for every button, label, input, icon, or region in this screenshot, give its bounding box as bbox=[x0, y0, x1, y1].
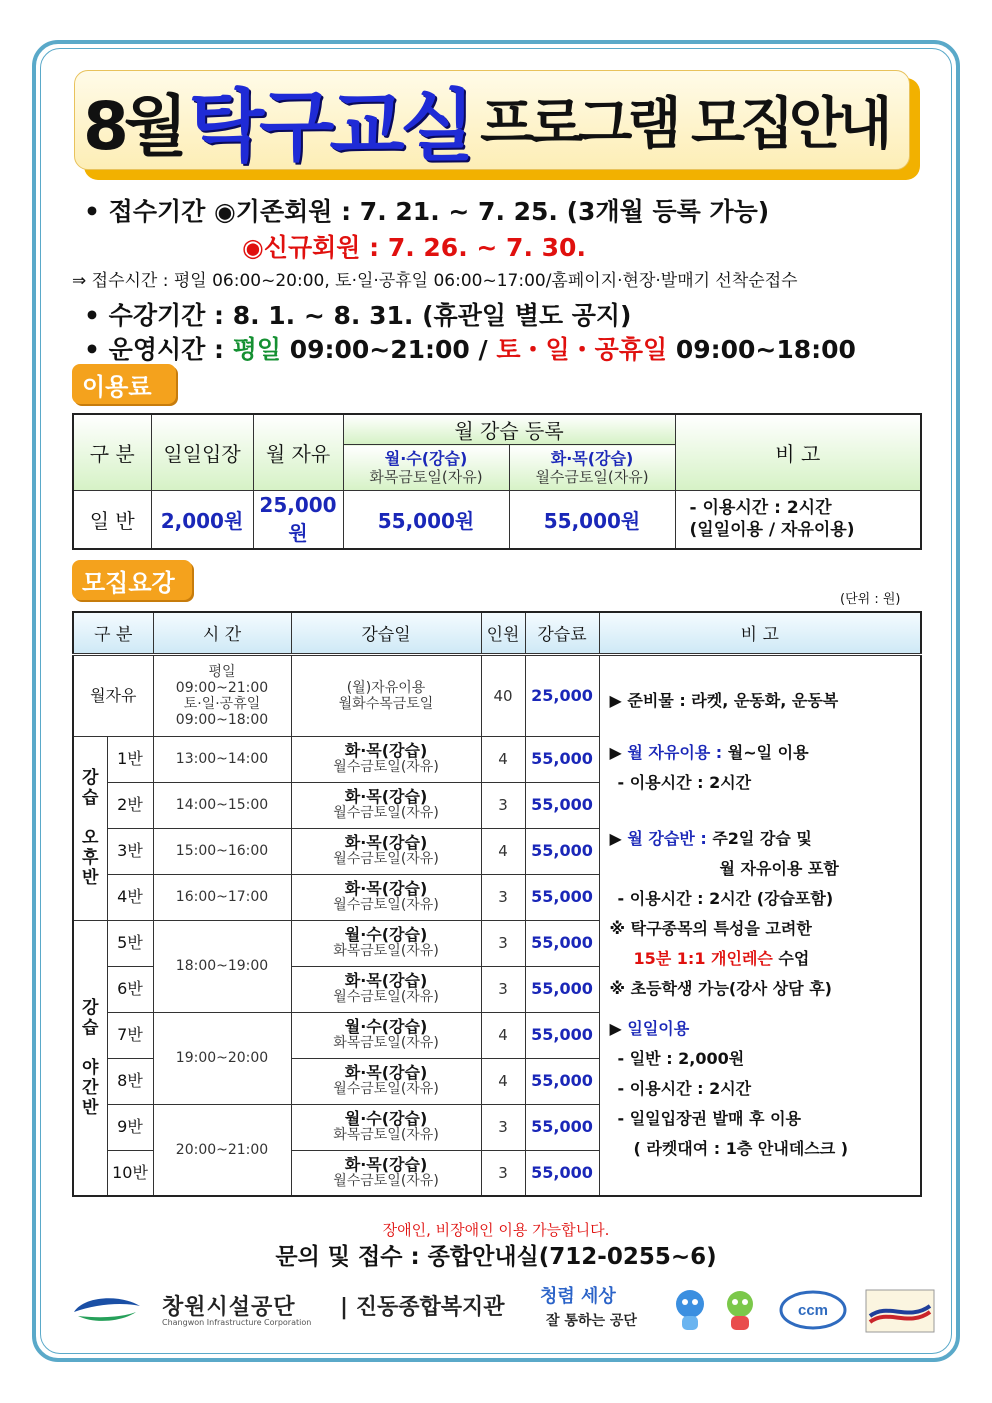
op-weekend-time: 09:00~18:00 bbox=[667, 335, 856, 364]
remark-10 bbox=[610, 1014, 921, 1044]
rec-header-time: 시 간 bbox=[153, 612, 291, 654]
reception-period: • 접수기간 ◉기존회원 : 7. 21. ~ 7. 25. (3개월 등록 가능) bbox=[84, 197, 770, 226]
op-weekday-time: 09:00~21:00 / bbox=[281, 335, 497, 364]
remark-4-key: 월 강습반 : bbox=[627, 829, 707, 849]
class-name: 2반 bbox=[107, 782, 153, 828]
fee-header-monthly-free: 월 자유 bbox=[253, 414, 343, 491]
fee-header-mw bbox=[343, 445, 509, 491]
reception-time: ⇒ 접수시간 : 평일 06:00~20:00, 토·일·공휴일 06:00~17:00/홈페이지·현장·발매기 선착순접수 bbox=[72, 271, 798, 291]
title-rest: 프로그램 모집안내 bbox=[480, 92, 888, 157]
recruit-remarks bbox=[599, 654, 921, 1196]
free-row-time bbox=[153, 654, 291, 736]
org-name-english: Changwon Infrastructure Corporation bbox=[162, 1318, 312, 1327]
fee-header-mw-free: 화목금토일(자유) bbox=[369, 467, 483, 486]
class-name: 6반 bbox=[107, 966, 153, 1012]
class-day-free: 월수금토일(자유) bbox=[333, 989, 439, 1005]
class-time: 16:00~17:00 bbox=[153, 874, 291, 920]
class-day bbox=[291, 736, 481, 782]
remark-4 bbox=[610, 824, 921, 854]
fee-header-lesson: 월 강습 등록 bbox=[343, 414, 675, 445]
recruit-table bbox=[72, 611, 922, 1197]
new-member-period: ◉신규회원 : 7. 26. ~ 7. 30. bbox=[242, 233, 586, 262]
remark-8 bbox=[610, 944, 921, 974]
op-weekend: 토・일・공휴일 bbox=[496, 335, 668, 364]
remark-2-key: 월 자유이용 : bbox=[627, 743, 723, 763]
class-people: 4 bbox=[481, 736, 525, 782]
class-day-free: 월수금토일(자유) bbox=[333, 897, 439, 913]
class-day bbox=[291, 1150, 481, 1196]
accessibility-notice: 장애인, 비장애인 이용 가능합니다. bbox=[382, 1221, 610, 1239]
fee-header-tt-free: 월수금토일(자유) bbox=[535, 467, 649, 486]
class-time: 15:00~16:00 bbox=[153, 828, 291, 874]
class-name: 8반 bbox=[107, 1058, 153, 1104]
class-fee: 55,000 bbox=[525, 1150, 599, 1196]
fee-category: 일 반 bbox=[73, 491, 151, 549]
class-day-lesson: 화·목(강습) bbox=[344, 879, 428, 898]
fee-mw: 55,000원 bbox=[343, 491, 509, 549]
fee-section-tab: 이용료 bbox=[72, 364, 176, 404]
ccm-certification-icon bbox=[778, 1288, 848, 1332]
remark-8-key: 15분 1:1 개인레슨 bbox=[633, 949, 773, 969]
operating-hours bbox=[84, 330, 856, 366]
op-weekday: 평일 bbox=[232, 335, 282, 364]
org-name-jindong: | 진동종합복지관 bbox=[340, 1295, 505, 1320]
rec-header-remark: 비 고 bbox=[599, 612, 921, 654]
class-day-free: 월수금토일(자유) bbox=[333, 759, 439, 775]
free-day-line2: 월화수목금토일 bbox=[338, 695, 434, 712]
class-people: 3 bbox=[481, 1104, 525, 1150]
fee-header-tt-lesson: 화·목(강습) bbox=[550, 448, 634, 468]
fee-tt: 55,000원 bbox=[509, 491, 675, 549]
remark-10-key: 일일이용 bbox=[627, 1019, 690, 1039]
remark-2 bbox=[610, 738, 921, 768]
free-row-day bbox=[291, 654, 481, 736]
free-row-people: 40 bbox=[481, 654, 525, 736]
class-day-lesson: 월·수(강습) bbox=[344, 1109, 428, 1128]
group-afternoon: 강 습 오 후 반 bbox=[73, 736, 107, 920]
title-month: 8월 bbox=[83, 87, 183, 165]
class-people: 4 bbox=[481, 828, 525, 874]
class-day bbox=[291, 1058, 481, 1104]
class-day-free: 화목금토일(자유) bbox=[333, 1127, 439, 1143]
integrity-brand-sub: 잘 통하는 공단 bbox=[546, 1313, 637, 1329]
class-day bbox=[291, 1012, 481, 1058]
class-fee: 55,000 bbox=[525, 736, 599, 782]
rec-header-day: 강습일 bbox=[291, 612, 481, 654]
remark-4-marker: ▶ bbox=[609, 829, 628, 849]
remark-14: ( 라켓대여 : 1층 안내데스크 ) bbox=[633, 1139, 849, 1159]
class-people: 3 bbox=[481, 920, 525, 966]
class-people: 3 bbox=[481, 966, 525, 1012]
title-main: 탁구교실 bbox=[188, 82, 471, 170]
contact-info: 문의 및 접수 : 종합안내실(712-0255~6) bbox=[275, 1244, 717, 1270]
course-period: • 수강기간 : 8. 1. ~ 8. 31. (휴관일 별도 공지) bbox=[84, 301, 632, 330]
class-name: 10반 bbox=[107, 1150, 153, 1196]
title-banner bbox=[74, 70, 910, 170]
free-day-line1: (월)자유이용 bbox=[346, 679, 426, 696]
remark-8-value: 수업 bbox=[772, 949, 810, 969]
class-day bbox=[291, 920, 481, 966]
changwon-swirl-logo bbox=[70, 1290, 144, 1330]
logo-strip bbox=[70, 1282, 940, 1342]
class-day-lesson: 화·목(강습) bbox=[344, 971, 428, 990]
class-time: 20:00~21:00 bbox=[153, 1104, 291, 1196]
org-name-changwon: 창원시설공단 bbox=[162, 1295, 296, 1320]
class-name: 4반 bbox=[107, 874, 153, 920]
class-day bbox=[291, 1104, 481, 1150]
free-time-line2: 09:00~21:00 bbox=[175, 679, 269, 696]
remark-12: - 이용시간 : 2시간 bbox=[617, 1079, 752, 1099]
class-fee: 55,000 bbox=[525, 782, 599, 828]
remark-3: - 이용시간 : 2시간 bbox=[617, 773, 752, 793]
integrity-brand: 청렴 세상 bbox=[540, 1286, 616, 1307]
fee-remark bbox=[675, 491, 921, 549]
class-day-free: 월수금토일(자유) bbox=[333, 805, 439, 821]
fee-table bbox=[72, 413, 922, 550]
class-time: 19:00~20:00 bbox=[153, 1012, 291, 1104]
class-name: 5반 bbox=[107, 920, 153, 966]
class-people: 4 bbox=[481, 1058, 525, 1104]
class-fee: 55,000 bbox=[525, 920, 599, 966]
class-day bbox=[291, 782, 481, 828]
class-name: 1반 bbox=[107, 736, 153, 782]
free-time-line3: 토·일·공휴일 bbox=[183, 695, 261, 712]
remark-13: - 일일입장권 발매 후 이용 bbox=[617, 1109, 801, 1129]
op-prefix: • 운영시간 : bbox=[84, 335, 233, 364]
class-day bbox=[291, 828, 481, 874]
ccm-text: ccm bbox=[797, 1302, 829, 1319]
class-fee: 55,000 bbox=[525, 1104, 599, 1150]
class-day-lesson: 화·목(강습) bbox=[344, 1063, 428, 1082]
class-day-lesson: 화·목(강습) bbox=[344, 1154, 428, 1174]
class-time: 14:00~15:00 bbox=[153, 782, 291, 828]
free-row-name: 월자유 bbox=[73, 654, 153, 736]
class-fee: 55,000 bbox=[525, 1058, 599, 1104]
remark-10-marker: ▶ bbox=[609, 1019, 628, 1039]
class-day-lesson: 월·수(강습) bbox=[344, 1017, 428, 1036]
class-fee: 55,000 bbox=[525, 874, 599, 920]
class-time: 13:00~14:00 bbox=[153, 736, 291, 782]
class-day-lesson: 월·수(강습) bbox=[344, 925, 428, 944]
class-people: 3 bbox=[481, 1150, 525, 1196]
remark-2-marker: ▶ bbox=[609, 743, 628, 763]
certification-flag-icon bbox=[864, 1288, 936, 1334]
class-day-free: 화목금토일(자유) bbox=[333, 943, 439, 959]
class-name: 3반 bbox=[107, 828, 153, 874]
fee-header-mw-lesson: 월·수(강습) bbox=[384, 448, 468, 468]
rec-header-category: 구 분 bbox=[73, 612, 153, 654]
mascot-green-icon bbox=[720, 1284, 760, 1334]
class-day bbox=[291, 874, 481, 920]
fee-remark-line1: - 이용시간 : 2시간 bbox=[689, 498, 832, 519]
fee-daily: 2,000원 bbox=[151, 491, 253, 549]
class-fee: 55,000 bbox=[525, 828, 599, 874]
class-day-free: 화목금토일(자유) bbox=[333, 1035, 439, 1051]
fee-monthly-free: 25,000원 bbox=[253, 491, 343, 549]
fee-header-daily: 일일입장 bbox=[151, 414, 253, 491]
class-people: 3 bbox=[481, 874, 525, 920]
class-name: 9반 bbox=[107, 1104, 153, 1150]
recruit-section-tab: 모집요강 bbox=[72, 560, 192, 600]
class-day-free: 월수금토일(자유) bbox=[333, 851, 439, 867]
free-time-line4: 09:00~18:00 bbox=[175, 711, 269, 728]
remark-11: - 일반 : 2,000원 bbox=[617, 1049, 745, 1069]
class-fee: 55,000 bbox=[525, 1012, 599, 1058]
fee-remark-line2: (일일이용 / 자유이용) bbox=[689, 520, 855, 541]
class-people: 3 bbox=[481, 782, 525, 828]
remark-2-value: 월~일 이용 bbox=[722, 743, 809, 763]
unit-label: (단위 : 원) bbox=[840, 592, 901, 607]
remark-7: ※ 탁구종목의 특성을 고려한 bbox=[609, 919, 812, 939]
fee-header-remark: 비 고 bbox=[675, 414, 921, 491]
remark-9: ※ 초등학생 가능(강사 상담 후) bbox=[609, 979, 832, 999]
fee-header-tt bbox=[509, 445, 675, 491]
class-fee: 55,000 bbox=[525, 966, 599, 1012]
rec-header-fee: 강습료 bbox=[525, 612, 599, 654]
remark-1: ▶ 준비물 : 라켓, 운동화, 운동복 bbox=[609, 691, 839, 711]
class-day bbox=[291, 966, 481, 1012]
free-row-fee: 25,000 bbox=[525, 654, 599, 736]
class-day-lesson: 화·목(강습) bbox=[344, 741, 428, 760]
rec-header-people: 인원 bbox=[481, 612, 525, 654]
class-day-free: 월수금토일(자유) bbox=[333, 1172, 439, 1189]
fee-header-category: 구 분 bbox=[73, 414, 151, 491]
class-time: 18:00~19:00 bbox=[153, 920, 291, 1012]
class-day-free: 월수금토일(자유) bbox=[333, 1081, 439, 1097]
class-name: 7반 bbox=[107, 1012, 153, 1058]
free-time-line1: 평일 bbox=[208, 663, 236, 680]
group-night: 강 습 야 간 반 bbox=[73, 920, 107, 1196]
class-day-lesson: 화·목(강습) bbox=[344, 833, 428, 852]
remark-5: 월 자유이용 포함 bbox=[719, 859, 839, 879]
class-day-lesson: 화·목(강습) bbox=[344, 787, 428, 806]
remark-6: - 이용시간 : 2시간 (강습포함) bbox=[617, 889, 834, 909]
remark-4-value: 주2일 강습 및 bbox=[706, 829, 812, 849]
mascot-blue-icon bbox=[670, 1284, 710, 1334]
class-people: 4 bbox=[481, 1012, 525, 1058]
